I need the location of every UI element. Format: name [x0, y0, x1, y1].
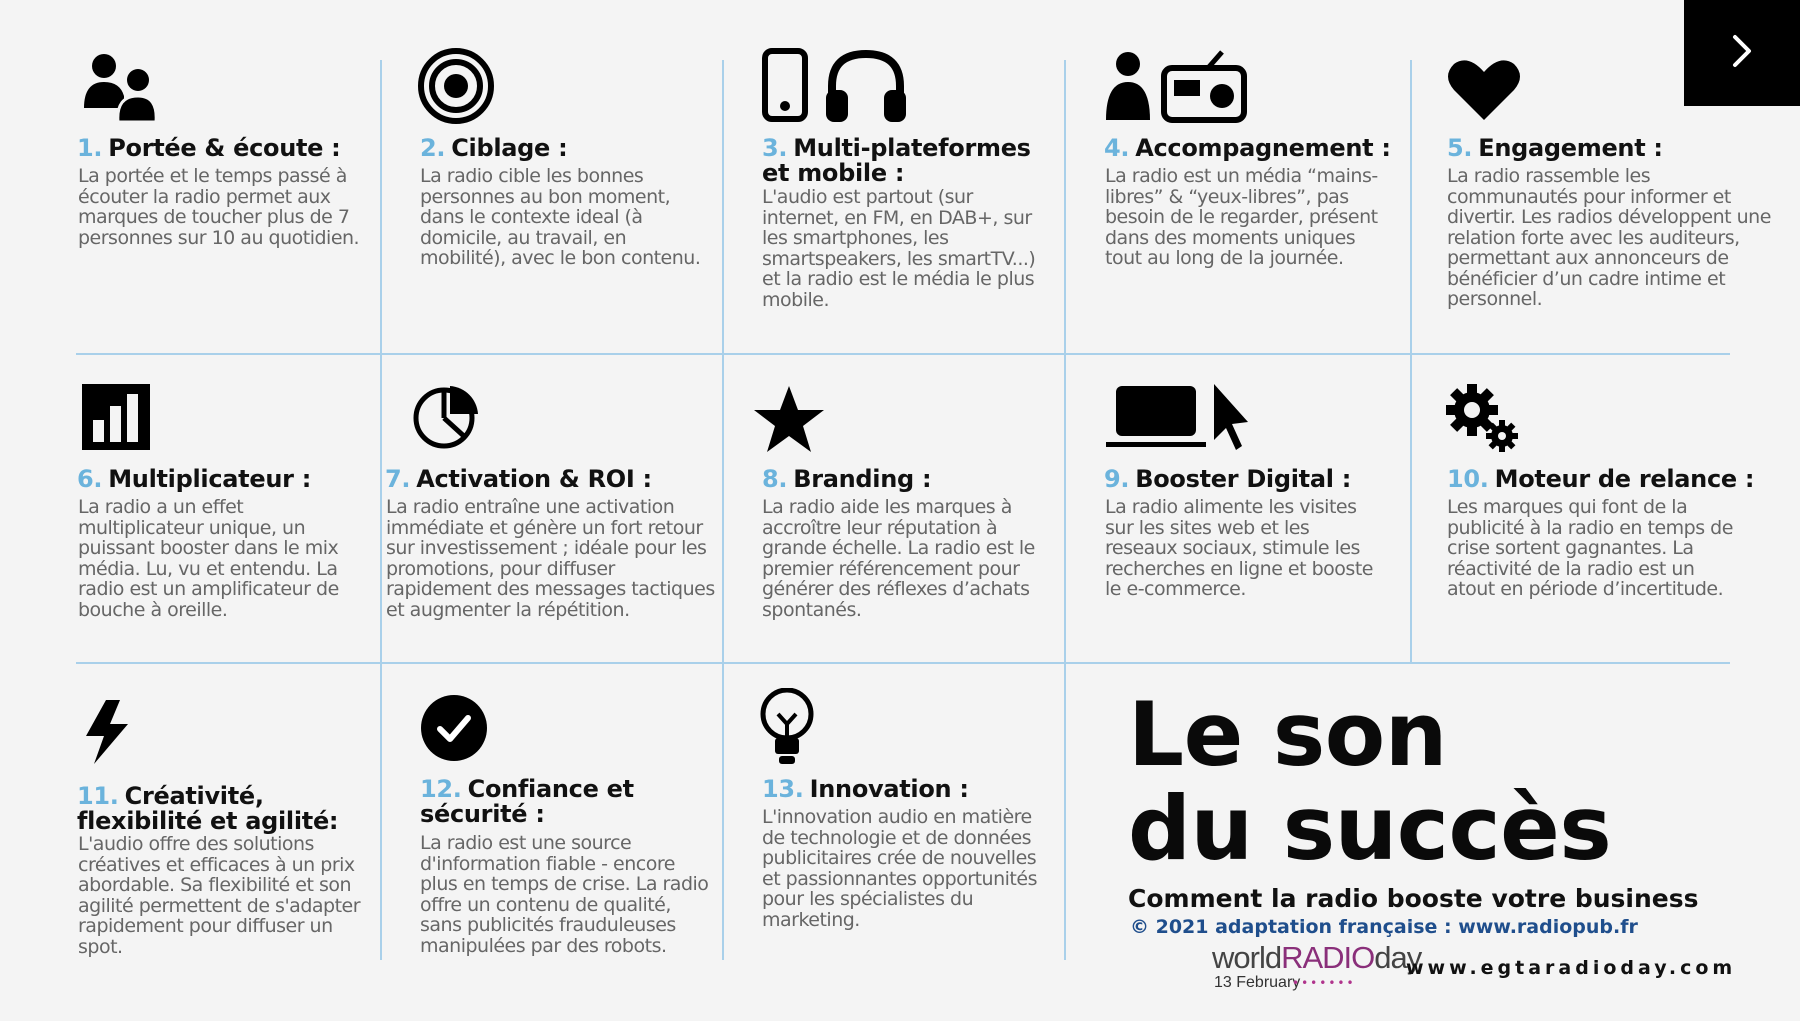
- grid-divider: [380, 60, 382, 960]
- website-link[interactable]: www.egtaradioday.com: [1406, 957, 1737, 979]
- item-title: 6. Multiplicateur :: [77, 465, 311, 493]
- item-body: Les marques qui font de la publicité à la radio en temps de crise sortent gagnantes. La réactivité de la radio est un atout en période d’incertitude.: [1447, 496, 1733, 600]
- logo-dots: •••••••: [1292, 976, 1356, 990]
- item-body: La radio est un média “mains-libres” & “yeux-libres”, pas besoin de le regarder, présent dans des moments uniques tout au long de la journée.: [1105, 165, 1378, 269]
- lightning-icon: [80, 698, 134, 766]
- item-body: La radio est une source d'information fiable - encore plus en temps de crise. La radio offre un contenu de qualité, sans publicités frauduleuses manipulées par des robots.: [420, 832, 709, 957]
- item-title: 1. Portée & écoute :: [77, 134, 341, 162]
- next-slide-button[interactable]: [1684, 0, 1800, 106]
- page-title: [1128, 683, 1612, 880]
- item-body: La radio alimente les visites sur les sites web et les reseaux sociaux, stimule les recherches en ligne et booste le e-commerce.: [1105, 496, 1373, 600]
- target-icon: [418, 48, 494, 124]
- grid-divider: [76, 353, 1730, 355]
- item-body: La radio entraîne une activation immédiate et génère un fort retour sur investissement ; idéale pour les promotions, pour diffuser rapidement des messages tactiques et augmenter la répétition.: [386, 496, 715, 621]
- star-icon: [752, 384, 826, 454]
- item-title: 12. Confiance et sécurité :: [420, 775, 634, 828]
- item-title: 8. Branding :: [762, 465, 932, 493]
- phone-headphones-icon: [760, 48, 910, 124]
- logo-wordmark: worldRADIOday: [1212, 940, 1422, 975]
- grid-divider: [1064, 60, 1066, 960]
- check-circle-icon: [420, 694, 488, 762]
- item-body: La radio rassemble les communautés pour informer et divertir. Les radios développent une relation forte avec les auditeurs, permettant aux annonceurs de bénéficier d’un cadre intime et personnel.: [1447, 165, 1771, 310]
- world-radio-day-logo: [1212, 940, 1422, 996]
- bar-chart-icon: [82, 384, 150, 450]
- item-body: L'audio est partout (sur internet, en FM, en DAB+, sur les smartphones, les smartspeakers, les smartTV...) et la radio est le média le plus mobile.: [762, 186, 1036, 311]
- page-title-line: Le son: [1128, 683, 1447, 786]
- item-title: 2. Ciblage :: [420, 134, 568, 162]
- logo-date: 13 February: [1214, 974, 1301, 991]
- page-title-line: du succès: [1128, 777, 1612, 880]
- person-radio-icon: [1104, 50, 1250, 124]
- pie-chart-icon: [412, 382, 480, 450]
- item-title: 10. Moteur de relance :: [1447, 465, 1755, 493]
- item-body: L'audio offre des solutions créatives et efficaces à un prix abordable. Sa flexibilité et son agilité permettent de s'adapter rapidement pour diffuser un spot.: [78, 833, 361, 958]
- chevron-right-icon: [1727, 31, 1757, 75]
- item-body: L'innovation audio en matière de technologie et de données publicitaires crée de nouvelles et passionnantes opportunités pour les spécialistes du marketing.: [762, 806, 1037, 931]
- item-title: 13. Innovation :: [762, 775, 969, 803]
- item-body: La radio a un effet multiplicateur unique, un puissant booster dans le mix média. Lu, vu et entendu. La radio est un amplificateur de bouche à oreille.: [78, 496, 339, 621]
- copyright-text: © 2021 adaptation française : www.radiopub.fr: [1130, 916, 1638, 938]
- heart-icon: [1446, 58, 1522, 122]
- item-body: La radio cible les bonnes personnes au bon moment, dans le contexte ideal (à domicile, au travail, en mobilité), avec le bon contenu.: [420, 165, 701, 269]
- item-body: La radio aide les marques à accroître leur réputation à grande échelle. La radio est le premier référencement pour générer des réflexes d’achats spontanés.: [762, 496, 1035, 621]
- page-subtitle: Comment la radio booste votre business: [1128, 884, 1699, 913]
- item-body: La portée et le temps passé à écouter la radio permet aux marques de toucher plus de 7 personnes sur 10 au quotidien.: [78, 165, 360, 249]
- gears-icon: [1446, 384, 1522, 456]
- item-title: 11. Créativité, flexibilité et agilité:: [77, 782, 339, 835]
- people-icon: [80, 50, 160, 126]
- laptop-cursor-icon: [1104, 382, 1250, 454]
- item-title: 4. Accompagnement :: [1104, 134, 1391, 162]
- grid-divider: [76, 662, 1730, 664]
- item-title: 9. Booster Digital :: [1104, 465, 1352, 493]
- grid-divider: [722, 60, 724, 960]
- item-title: 7. Activation & ROI :: [385, 465, 652, 493]
- lightbulb-icon: [758, 688, 816, 768]
- grid-divider: [1410, 60, 1412, 664]
- item-title: 3. Multi-plateformes et mobile :: [762, 134, 1031, 187]
- item-title: 5. Engagement :: [1447, 134, 1663, 162]
